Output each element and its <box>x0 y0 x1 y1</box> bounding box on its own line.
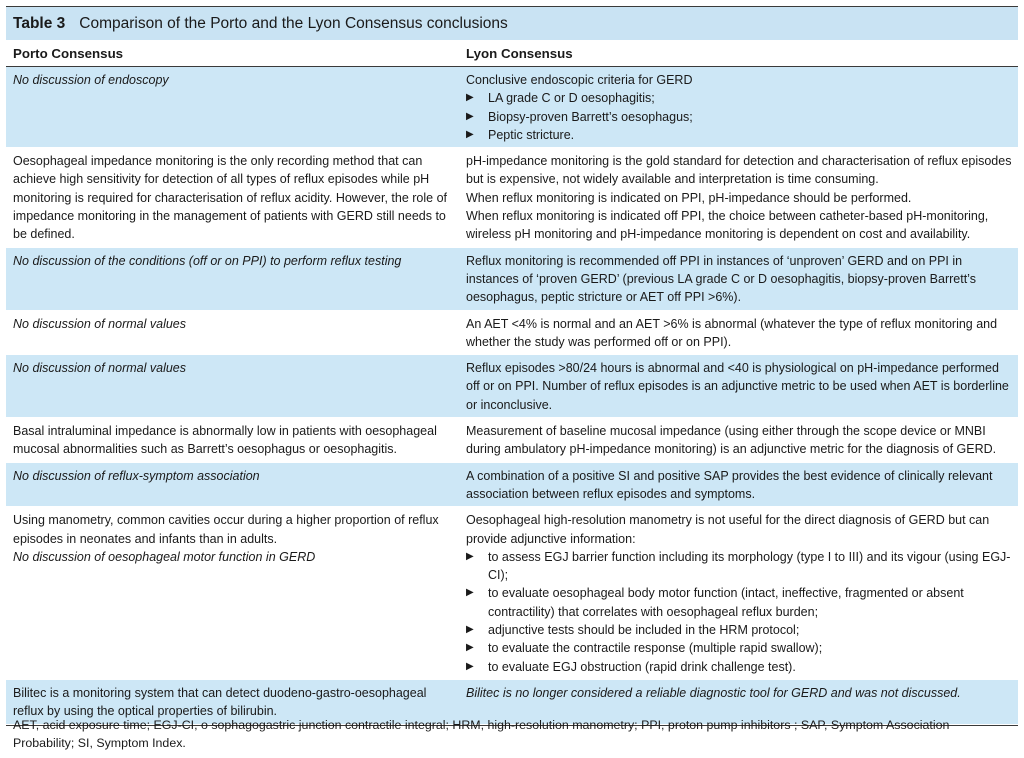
bullet-item <box>466 584 1012 621</box>
right-pointer-triangle-icon: ▶ <box>466 624 474 636</box>
cell-text: Using manometry, common cavities occur during a higher proportion of reflux episodes in neonates and infants than in adults. <box>13 513 439 546</box>
table-row <box>6 67 1018 148</box>
cell-text: No discussion of reflux-symptom association <box>13 468 260 483</box>
cell-text: A combination of a positive SI and positive SAP provides the best evidence of clinically relevant association between reflux episodes and symptoms. <box>466 468 993 501</box>
cell-text: Conclusive endoscopic criteria for GERD <box>466 73 693 87</box>
table-body <box>6 67 1018 725</box>
cell-text: When reflux monitoring is indicated on PPI, pH-impedance should be performed. <box>466 190 912 205</box>
cell-text: No discussion of the conditions (off or on PPI) to perform reflux testing <box>13 253 402 268</box>
cell-text: pH-impedance monitoring is the gold standard for detection and characterisation of reflux episodes but is expensive, not widely available and interpretation is time consuming. <box>466 154 1012 187</box>
bullet-text: adjunctive tests should be included in the HRM protocol; <box>488 623 800 638</box>
bullet-text: to evaluate EGJ obstruction (rapid drink challenge test). <box>488 659 796 674</box>
table-row <box>6 355 1018 418</box>
cell-text: Reflux episodes >80/24 hours is abnormal and <40 is physiological on pH-impedance performed off or on PPI. Number of reflux episodes is an adjunctive metric to be used when AET is borderline or inconclusive. <box>466 361 1009 412</box>
table-row <box>6 248 1018 311</box>
porto-cell <box>6 463 458 507</box>
table-row <box>6 507 1018 680</box>
lyon-cell <box>458 355 1018 417</box>
lyon-cell <box>458 311 1018 355</box>
porto-cell <box>6 355 458 417</box>
lyon-cell <box>458 463 1018 507</box>
bullet-item <box>466 108 1012 126</box>
lyon-cell <box>458 148 1018 246</box>
cell-text: Bilitec is a monitoring system that can detect duodeno-gastro-oesophageal reflux by using the optical properties of bilirubin. <box>13 685 427 719</box>
cell-text: Basal intraluminal impedance is abnormally low in patients with oesophageal mucosal abnormalities such as Barrett’s oesophagus or oesophagitis. <box>13 424 437 457</box>
cell-text: Measurement of baseline mucosal impedance (using either through the scope device or MNBI during ambulatory pH-impedance monitoring) is an adjunctive metric for the diagnosis of GERD. <box>466 424 997 457</box>
cell-text: No discussion of normal values <box>13 316 186 331</box>
cell-text: Oesophageal impedance monitoring is the only recording method that can achieve high sensitivity for detection of all types of reflux episodes while pH monitoring is required for characterisation of reflux acidity. However, the role of impedance monitoring in the management of patients with GERD still needs to be defined. <box>13 154 447 242</box>
bullet-item <box>466 639 1012 657</box>
comparison-table <box>6 6 1018 726</box>
bullet-item <box>466 658 1012 676</box>
porto-cell <box>6 248 458 310</box>
bullet-text: Peptic stricture. <box>488 127 575 142</box>
column-header-porto: Porto Consensus <box>13 46 124 61</box>
lyon-cell <box>458 418 1018 462</box>
table-row <box>6 148 1018 247</box>
bullet-text: Biopsy-proven Barrett’s oesophagus; <box>488 109 693 124</box>
right-pointer-triangle-icon: ▶ <box>466 660 474 672</box>
porto-cell <box>6 311 458 355</box>
table-footnote: AET, acid exposure time; EGJ-CI, o sophagogastric junction contractile integral; HRM, high-resolution manometry; PPI, proton pump inhibitors ; SAP, Symptom Association Probability; SI, Symptom Index. <box>13 718 950 751</box>
column-header-lyon: Lyon Consensus <box>466 46 573 61</box>
porto-cell <box>6 148 458 246</box>
bullet-text: to assess EGJ barrier function including its morphology (type I to III) and its vigour (using EGJ-CI); <box>488 549 1011 583</box>
bullet-item <box>466 621 1012 639</box>
cell-text: When reflux monitoring is indicated off PPI, the choice between catheter-based pH-monitoring, wireless pH monitoring and pH-impedance monitoring is dependent on cost and availability. <box>466 209 989 242</box>
bullet-item <box>466 126 1012 144</box>
right-pointer-triangle-icon: ▶ <box>466 550 474 562</box>
bullet-text: to evaluate oesophageal body motor function (intact, ineffective, fragmented or absent contractility) that correlates with oesophageal reflux burden; <box>488 586 964 619</box>
right-pointer-triangle-icon: ▶ <box>466 642 474 654</box>
table-title: Comparison of the Porto and the Lyon Consensus conclusions <box>79 14 508 32</box>
cell-text: No discussion of normal values <box>13 361 186 376</box>
table-row <box>6 311 1018 356</box>
bullet-text: to evaluate the contractile response (multiple rapid swallow); <box>488 641 823 656</box>
cell-text: No discussion of endoscopy <box>13 73 169 87</box>
right-pointer-triangle-icon: ▶ <box>466 110 474 122</box>
porto-cell <box>6 418 458 462</box>
bullet-item <box>466 89 1012 107</box>
cell-text: An AET <4% is normal and an AET >6% is abnormal (whatever the type of reflux monitoring and whether the study was performed off or on PPI). <box>466 316 998 349</box>
cell-text: Bilitec is no longer considered a reliable diagnostic tool for GERD and was not discussed. <box>466 685 961 700</box>
cell-text: Oesophageal high-resolution manometry is not useful for the direct diagnosis of GERD but can provide adjunctive information: <box>466 513 990 546</box>
lyon-cell <box>458 67 1018 147</box>
table-caption <box>6 6 1018 40</box>
porto-cell <box>6 507 458 679</box>
bullet-item <box>466 548 1012 585</box>
cell-text: Reflux monitoring is recommended off PPI in instances of ‘unproven’ GERD and on PPI in instances of ‘proven GERD’ (previous LA grade C or D oesophagitis, biopsy-proven Barrett’s oesophagus, peptic stricture or AET off PPI >6%). <box>466 253 976 305</box>
table-header-row <box>6 40 1018 67</box>
porto-cell <box>6 67 458 147</box>
right-pointer-triangle-icon: ▶ <box>466 92 474 104</box>
lyon-cell <box>458 248 1018 310</box>
lyon-cell <box>458 507 1018 679</box>
table-row <box>6 418 1018 463</box>
table-row <box>6 463 1018 508</box>
right-pointer-triangle-icon: ▶ <box>466 587 474 599</box>
bullet-text: LA grade C or D oesophagitis; <box>488 91 655 106</box>
right-pointer-triangle-icon: ▶ <box>466 128 474 140</box>
table-label: Table 3 <box>13 14 66 32</box>
cell-text: No discussion of oesophageal motor function in GERD <box>13 549 316 564</box>
